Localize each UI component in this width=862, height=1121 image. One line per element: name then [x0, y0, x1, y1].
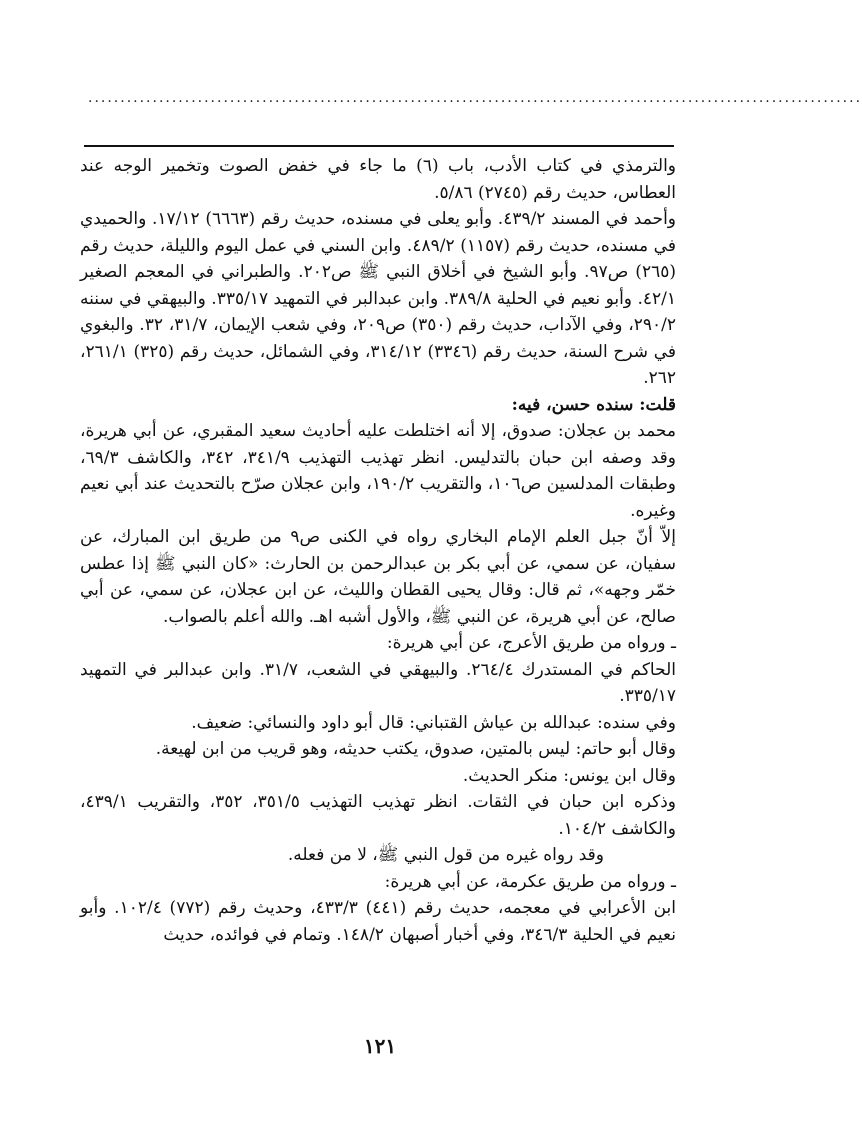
- paragraph: محمد بن عجلان: صدوق، إلا أنه اختلطت عليه أحاديث سعيد المقبري، عن أبي هريرة، وقد وصفه ابن حبان بالتدليس. انظر تهذيب التهذيب ٣٤١/٩، ٣٤٢، والكاشف ٦٩/٣، وطبقات المدلسين ص١٠٦، والتقريب ١٩٠/٢، وابن عجلان صرّح بالتحديث عند أبي نعيم وغيره.: [80, 421, 676, 521]
- paragraph: وفي سنده: عبدالله بن عياش القتباني: قال أبو داود والنسائي: ضعيف.: [191, 712, 676, 733]
- paragraph: قلت: سنده حسن، فيه:: [511, 394, 676, 415]
- paragraph: والترمذي في كتاب الأدب، باب (٦) ما جاء في خفض الصوت وتخمير الوجه عند العطاس، حديث رقم (٢٧٤٥) ٥/٨٦.: [80, 156, 677, 203]
- paragraph: وقد رواه غيره من قول النبي ﷺ، لا من فعله.: [287, 845, 604, 865]
- paragraph: وقال ابن يونس: منكر الحديث.: [462, 765, 676, 786]
- paragraph: ابن الأعرابي في معجمه، حديث رقم (٤٤١) ٤٣٣/٣، وحديث رقم (٧٧٢) ١٠٢/٤. وأبو نعيم في الحلية ٣٤٦/٣، وفي أخبار أصبهان ١٤٨/٢. وتمام في فوائده، حديث: [80, 898, 677, 945]
- paragraph: إلاّ أنّ جبل العلم الإمام البخاري رواه في الكنى ص٩ من طريق ابن المبارك، عن سفيان، عن سمي، عن أبي بكر بن عبدالرحمن بن الحارث: «كان النبي ﷺ إذا عطس خمّر وجهه»، ثم قال: وقال يحيى القطان والليث، عن ابن عجلان، عن سمي، عن أبي صالح، عن أبي هريرة، عن النبي ﷺ، والأول أشبه اهـ. والله أعلم بالصواب.: [80, 527, 676, 627]
- paragraph: وذكره ابن حبان في الثقات. انظر تهذيب التهذيب ٣٥١/٥، ٣٥٢، والتقريب ٤٣٩/١، والكاشف ١٠٤/٢.: [80, 792, 676, 839]
- paragraph: ـ ورواه من طريق الأعرج، عن أبي هريرة:: [386, 633, 676, 653]
- footnote-body: [80, 153, 676, 948]
- paragraph: ـ ورواه من طريق عكرمة، عن أبي هريرة:: [384, 871, 676, 892]
- paragraph: وقال أبو حاتم: ليس بالمتين، صدوق، يكتب حديثه، وهو قريب من ابن لهيعة.: [155, 739, 676, 759]
- page-number: ١٢١: [363, 1034, 397, 1058]
- footnote-rule: [84, 145, 674, 147]
- paragraph: وأحمد في المسند ٤٣٩/٢. وأبو يعلى في مسنده، حديث رقم (٦٦٦٣) ١٧/١٢. والحميدي في مسنده، حديث رقم (١١٥٧) ٤٨٩/٢. وابن السني في عمل اليوم والليلة، حديث رقم (٢٦٥) ص٩٧. وأبو الشيخ في أخلاق النبي ﷺ ص٢٠٢. والطبراني في المعجم الصغير ٤٢/١. وأبو نعيم في الحلية ٣٨٩/٨. وابن عبدالبر في التمهيد ٣٣٥/١٧. والبيهقي في سننه ٢٩٠/٢، وفي الآداب، حديث رقم (٣٥٠) ص٢٠٩، وفي شعب الإيمان، ٣١/٧، ٣٢. والبغوي في شرح السنة، حديث رقم (٣٣٤٦) ٣١٤/١٢، وفي الشمائل، حديث رقم (٣٢٥) ٢٦١/١، ٢٦٢.: [80, 209, 677, 388]
- paragraph: الحاكم في المستدرك ٢٦٤/٤. والبيهقي في الشعب، ٣١/٧. وابن عبدالبر في التمهيد ٣٣٥/١٧.: [80, 659, 676, 706]
- dotted-separator: ........................................................................................................................: [88, 90, 862, 106]
